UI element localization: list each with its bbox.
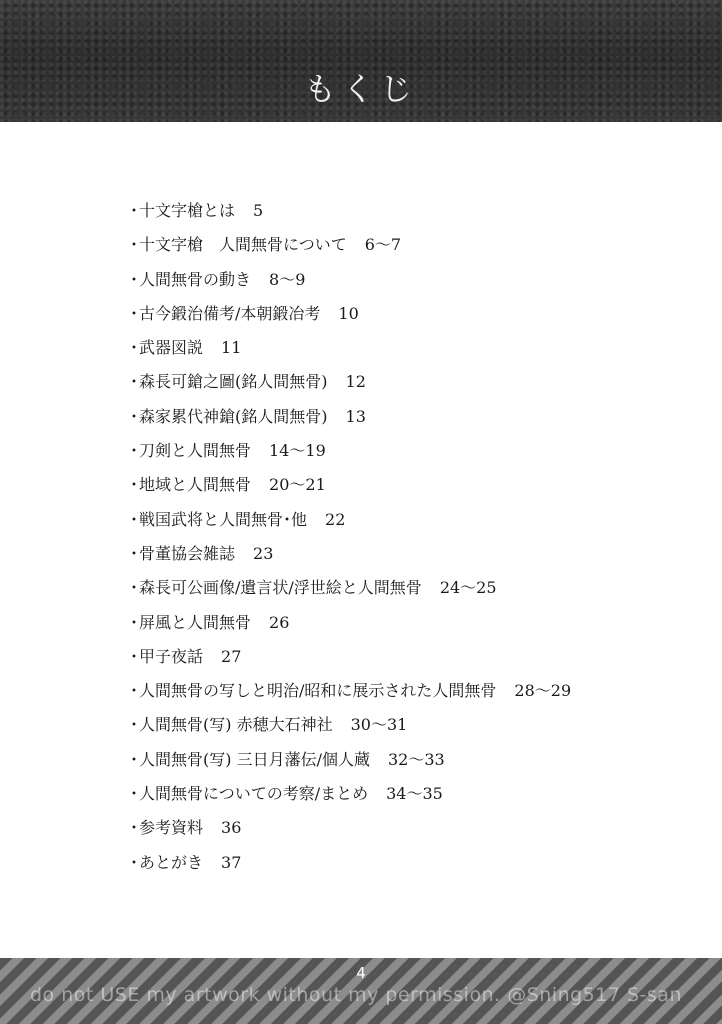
- toc-page-number: 37: [221, 852, 242, 872]
- bullet-icon: ･: [130, 201, 139, 220]
- toc-title: 十文字槍 人間無骨について: [139, 235, 347, 255]
- toc-title: 人間無骨(写) 三日月藩伝/個人蔵: [139, 749, 370, 769]
- toc-title: 武器図説: [139, 338, 204, 358]
- footer-band: [0, 958, 722, 1024]
- bullet-icon: ･: [130, 441, 139, 461]
- bullet-icon: ･: [130, 475, 139, 495]
- toc-title: 人間無骨についての考察/まとめ: [139, 784, 369, 804]
- toc-item: [130, 747, 571, 781]
- toc-item: [130, 850, 571, 884]
- bullet-icon: ･: [130, 818, 139, 838]
- toc-page-number: 20〜21: [269, 475, 326, 495]
- toc-page-number: 8〜9: [269, 269, 306, 289]
- bullet-icon: ･: [130, 509, 139, 529]
- toc-page-number: 6〜7: [364, 235, 402, 255]
- toc-item: [130, 507, 571, 541]
- toc-title: 地域と人間無骨: [139, 475, 252, 495]
- toc-page-number: 5: [253, 201, 264, 220]
- toc-title: 人間無骨(写) 赤穂大石神社: [139, 715, 333, 735]
- bullet-icon: ･: [130, 715, 139, 735]
- toc-title: 人間無骨の動き: [139, 269, 252, 289]
- bullet-icon: ･: [130, 543, 139, 563]
- bullet-icon: ･: [130, 338, 139, 358]
- toc-page-number: 27: [221, 646, 242, 666]
- toc-item: [130, 198, 571, 232]
- bullet-icon: ･: [130, 303, 139, 323]
- toc-title: 屏風と人間無骨: [139, 612, 252, 632]
- toc-title: 人間無骨の写しと明治/昭和に展示された人間無骨: [139, 681, 497, 701]
- bullet-icon: ･: [130, 681, 139, 701]
- bullet-icon: ･: [130, 646, 139, 666]
- toc-item: [130, 369, 571, 403]
- toc-page-number: 13: [345, 406, 366, 426]
- toc-title: 古今鍛治備考/本朝鍛冶考: [139, 303, 321, 323]
- toc-item: [130, 267, 571, 301]
- toc-title: 甲子夜話: [139, 646, 204, 666]
- toc-item: [130, 335, 571, 369]
- bullet-icon: ･: [130, 612, 139, 632]
- toc-title: 森長可鎗之圖(銘人間無骨): [139, 372, 328, 392]
- toc-item: [130, 232, 571, 266]
- toc-item: [130, 815, 571, 849]
- toc-item: [130, 301, 571, 335]
- bullet-icon: ･: [130, 269, 139, 289]
- toc-title: 戦国武将と人間無骨･他: [139, 509, 308, 529]
- header-banner: [0, 0, 722, 122]
- toc-page-number: 36: [221, 818, 242, 838]
- toc-item: [130, 438, 571, 472]
- bullet-icon: ･: [130, 852, 139, 872]
- toc-page-number: 26: [269, 612, 290, 632]
- toc-page-number: 28〜29: [514, 681, 572, 701]
- toc-page-number: 12: [345, 372, 366, 392]
- watermark-text: do not USE my artwork without my permission. @Sning517 S-san: [30, 984, 682, 1006]
- bullet-icon: ･: [130, 784, 139, 804]
- bullet-icon: ･: [130, 235, 139, 255]
- table-of-contents: [130, 198, 571, 884]
- toc-item: [130, 404, 571, 438]
- toc-item: [130, 610, 571, 644]
- toc-page-number: 34〜35: [386, 784, 443, 804]
- toc-title: あとがき: [139, 852, 204, 872]
- toc-title: 刀剣と人間無骨: [139, 441, 252, 461]
- page-number: 4: [356, 964, 366, 982]
- toc-title: 森長可公画像/遺言状/浮世絵と人間無骨: [139, 578, 422, 598]
- page-title: もくじ: [303, 70, 418, 108]
- toc-item: [130, 644, 571, 678]
- bullet-icon: ･: [130, 372, 139, 392]
- toc-item: [130, 712, 571, 746]
- toc-item: [130, 575, 571, 609]
- toc-page-number: 10: [338, 303, 359, 323]
- toc-title: 骨董協会雑誌: [139, 543, 236, 563]
- bullet-icon: ･: [130, 749, 139, 769]
- toc-item: [130, 781, 571, 815]
- toc-title: 十文字槍とは: [139, 201, 236, 220]
- toc-page-number: 23: [253, 543, 274, 563]
- toc-page-number: 24〜25: [439, 578, 497, 598]
- bullet-icon: ･: [130, 578, 139, 598]
- toc-page-number: 11: [221, 338, 242, 358]
- toc-page-number: 22: [325, 509, 346, 529]
- bullet-icon: ･: [130, 406, 139, 426]
- toc-page-number: 32〜33: [387, 749, 445, 769]
- toc-item: [130, 678, 571, 712]
- toc-title: 森家累代神鎗(銘人間無骨): [139, 406, 328, 426]
- toc-page-number: 14〜19: [269, 441, 326, 461]
- toc-page-number: 30〜31: [350, 715, 408, 735]
- toc-item: [130, 472, 571, 506]
- toc-title: 参考資料: [139, 818, 204, 838]
- toc-item: [130, 541, 571, 575]
